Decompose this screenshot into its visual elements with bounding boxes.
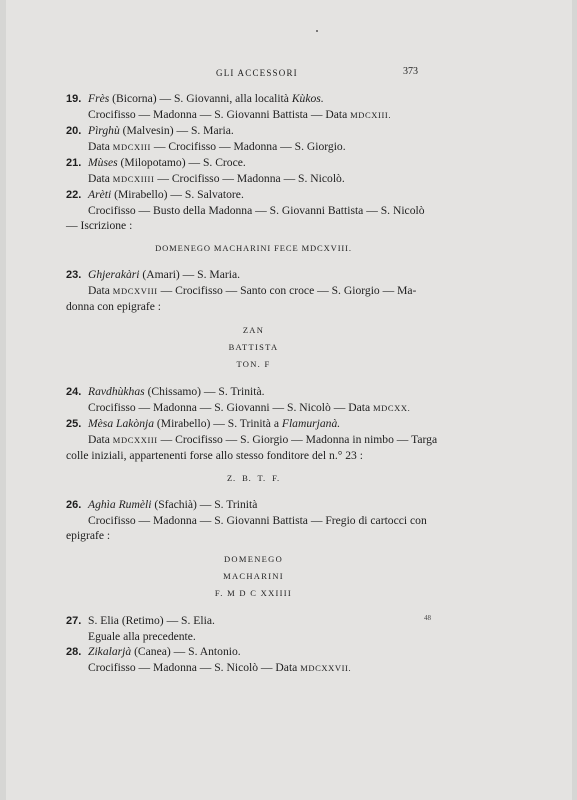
- date-numeral: MDCXIII.: [350, 110, 392, 120]
- page-header: [6, 68, 572, 82]
- inscription-line: Z. B. T. F.: [226, 473, 281, 483]
- page: [6, 0, 572, 800]
- page-number: 373: [403, 66, 418, 77]
- entry-27: [66, 613, 441, 644]
- entry-text: — Iscrizione :: [66, 219, 133, 232]
- place-name: Frès: [88, 92, 110, 105]
- entry-number: 26.: [66, 499, 82, 511]
- entry-text: — Crocifisso — Madonna — S. Nicolò.: [154, 172, 345, 185]
- entry-number: 19.: [66, 93, 82, 105]
- entry-25: [66, 416, 441, 497]
- entry-number: 20.: [66, 125, 82, 137]
- signature-mark: 48: [424, 614, 431, 622]
- inscription-line: F. M D C XXIIII: [214, 588, 293, 598]
- entry-text: S. Elia (Retimo) — S. Elia.: [88, 614, 215, 627]
- entry-28: [66, 644, 441, 676]
- entry-text: — Crocifisso — S. Giorgio — Madonna in nimbo — Targa: [157, 433, 438, 446]
- entry-26: [66, 497, 441, 613]
- place-name: Ghjerakàri: [88, 268, 140, 281]
- entry-text: — Crocifisso — Madonna — S. Giorgio.: [151, 140, 346, 153]
- entry-text: donna con epigrafe :: [66, 300, 161, 313]
- entry-text: (Amari) — S. Maria.: [139, 268, 240, 281]
- date-numeral: MDCXVIII: [112, 286, 158, 296]
- date-numeral: MDCXXVII.: [300, 663, 352, 673]
- place-name: Pìrghù: [88, 124, 120, 137]
- place-name: Ravdhùkhas: [88, 385, 145, 398]
- entry-number: 27.: [66, 615, 82, 627]
- entry-text: Crocifisso — Madonna — S. Giovanni — S. Nicolò — Data: [88, 401, 373, 414]
- entry-text: Data: [88, 172, 113, 185]
- inscription-line: TON. F: [236, 359, 271, 369]
- entry-text: (Canea) — S. Antonio.: [131, 645, 241, 658]
- entry-20: [66, 123, 441, 155]
- entry-number: 28.: [66, 646, 82, 658]
- entry-text: Data: [88, 140, 113, 153]
- place-name: Zikalarjà: [88, 645, 132, 658]
- entry-text: Crocifisso — Madonna — S. Giovanni Battista — Data: [88, 108, 351, 121]
- entry-text: Crocifisso — Madonna — S. Nicolò — Data: [88, 661, 301, 674]
- entry-24: [66, 384, 441, 416]
- date-numeral: MDCXIII: [112, 142, 151, 152]
- inscription-line: ZAN: [242, 325, 265, 335]
- locality-name: Kùkos.: [291, 92, 324, 105]
- place-name: Arèti: [88, 188, 112, 201]
- inscription-line: DOMENEGO MACHARINI FECE MDCXVIII.: [155, 243, 352, 253]
- entry-text: (Malvesin) — S. Maria.: [119, 124, 234, 137]
- running-title: GLI ACCESSORI: [216, 68, 298, 78]
- entry-text: — Crocifisso — Santo con croce — S. Giorgio — Ma-: [157, 284, 417, 297]
- entry-text: Eguale alla precedente.: [88, 630, 196, 643]
- entry-text: (Mirabello) — S. Salvatore.: [111, 188, 244, 201]
- entry-text: (Sfachià) — S. Trinità: [151, 498, 258, 511]
- entry-text: Data: [88, 433, 113, 446]
- entry-19: [66, 91, 441, 123]
- entry-number: 23.: [66, 269, 82, 281]
- entry-21: [66, 155, 441, 187]
- entry-text: (Bicorna) — S. Giovanni, alla località: [109, 92, 292, 105]
- date-numeral: MDCXXIII: [112, 435, 158, 445]
- entry-number: 25.: [66, 418, 82, 430]
- entry-number: 24.: [66, 386, 82, 398]
- entry-text: Data: [88, 284, 113, 297]
- entry-text: epigrafe :: [66, 529, 111, 542]
- entry-text: (Milopotamo) — S. Croce.: [117, 156, 246, 169]
- entry-22: [66, 187, 441, 267]
- locality-name: Flamurjanà.: [281, 417, 341, 430]
- entry-number: 22.: [66, 189, 82, 201]
- inscription-line: DOMENEGO: [223, 554, 284, 564]
- entry-number: 21.: [66, 157, 82, 169]
- place-name: Mèsa Lakònja: [88, 417, 155, 430]
- entry-text: (Mirabello) — S. Trinità a: [154, 417, 282, 430]
- entry-23: [66, 267, 441, 384]
- speck: [316, 30, 318, 32]
- date-numeral: MDCXIIII: [112, 174, 155, 184]
- inscription-line: BATTISTA: [228, 342, 279, 352]
- entry-text: Crocifisso — Busto della Madonna — S. Giovanni Battista — S. Nicolò: [88, 204, 425, 217]
- entry-text: (Chissamo) — S. Trinità.: [144, 385, 265, 398]
- place-name: Mùses: [88, 156, 118, 169]
- inscription-line: MACHARINI: [223, 571, 284, 581]
- entry-text: Crocifisso — Madonna — S. Giovanni Battista — Fregio di cartocci con: [88, 514, 427, 527]
- entry-text: colle iniziali, appartenenti forse allo stesso fonditore del n.° 23 :: [66, 449, 363, 462]
- catalog-list: [66, 91, 441, 676]
- date-numeral: MDCXX.: [373, 403, 411, 413]
- place-name: Aghìa Rumèli: [88, 498, 152, 511]
